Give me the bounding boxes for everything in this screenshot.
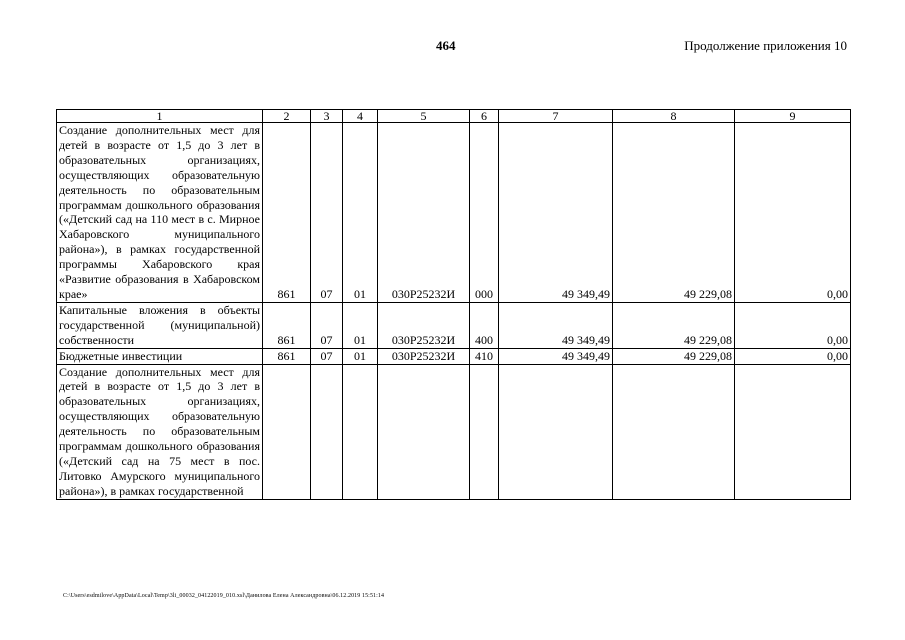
column-header: 1	[57, 110, 263, 123]
subsection-cell: 01	[343, 302, 378, 348]
target-article-cell: 030P25232И	[378, 123, 470, 303]
target-article-cell: 030P25232И	[378, 348, 470, 364]
table-row	[57, 123, 851, 303]
row-name-cell: Создание дополнительных мест для детей в возрасте от 1,5 до 3 лет в образовательных организациях, осуществляющих образовательную деятельность по образовательным программам дошкольного образования («Детский сад на 110 мест в с. Мирное Хабаровского муниципального района»), в рамках государственной программы Хабаровского края «Развитие образования в Хабаровском крае»	[57, 123, 263, 303]
amount-cell-9: 0,00	[735, 348, 851, 364]
footer-file-path: C:\Users\esdmilove\AppData\Local\Temp\3li_00032_04122019_010.xsl\Данилова Елена Александровна\06.12.2019 15:51:14	[63, 593, 385, 599]
column-header: 5	[378, 110, 470, 123]
admin-code-cell: 861	[263, 123, 311, 303]
continuation-label: Продолжение приложения 10	[684, 38, 847, 53]
column-header: 9	[735, 110, 851, 123]
column-header: 7	[499, 110, 613, 123]
table-row	[57, 302, 851, 348]
row-name-cell: Бюджетные инвестиции	[57, 348, 263, 364]
admin-code-cell: 861	[263, 348, 311, 364]
empty-cell	[263, 364, 311, 499]
budget-table	[56, 109, 851, 500]
table-row	[57, 364, 851, 499]
amount-cell-9: 0,00	[735, 123, 851, 303]
section-cell: 07	[311, 348, 343, 364]
amount-cell-7: 49 349,49	[499, 302, 613, 348]
subsection-cell: 01	[343, 348, 378, 364]
column-header: 2	[263, 110, 311, 123]
amount-cell-8: 49 229,08	[613, 348, 735, 364]
empty-cell	[378, 364, 470, 499]
section-cell: 07	[311, 123, 343, 303]
amount-cell-8: 49 229,08	[613, 302, 735, 348]
empty-cell	[311, 364, 343, 499]
page-number: 464	[436, 38, 456, 53]
expense-type-cell: 000	[470, 123, 499, 303]
column-header: 3	[311, 110, 343, 123]
empty-cell	[613, 364, 735, 499]
column-header: 4	[343, 110, 378, 123]
table-header-row	[57, 110, 851, 123]
target-article-cell: 030P25232И	[378, 302, 470, 348]
amount-cell-7: 49 349,49	[499, 123, 613, 303]
subsection-cell: 01	[343, 123, 378, 303]
admin-code-cell: 861	[263, 302, 311, 348]
expense-type-cell: 410	[470, 348, 499, 364]
row-name-cell: Создание дополнительных мест для детей в возрасте от 1,5 до 3 лет в образовательных организациях, осуществляющих образовательную деятельность по образовательным программам дошкольного образования («Детский сад на 75 мест в пос. Литовко Амурского муниципального района»), в рамках государственной	[57, 364, 263, 499]
empty-cell	[470, 364, 499, 499]
column-header: 6	[470, 110, 499, 123]
column-header: 8	[613, 110, 735, 123]
empty-cell	[343, 364, 378, 499]
amount-cell-8: 49 229,08	[613, 123, 735, 303]
table-row	[57, 348, 851, 364]
section-cell: 07	[311, 302, 343, 348]
expense-type-cell: 400	[470, 302, 499, 348]
empty-cell	[499, 364, 613, 499]
row-name-cell: Капитальные вложения в объекты государственной (муниципальной) собственности	[57, 302, 263, 348]
empty-cell	[735, 364, 851, 499]
amount-cell-9: 0,00	[735, 302, 851, 348]
amount-cell-7: 49 349,49	[499, 348, 613, 364]
